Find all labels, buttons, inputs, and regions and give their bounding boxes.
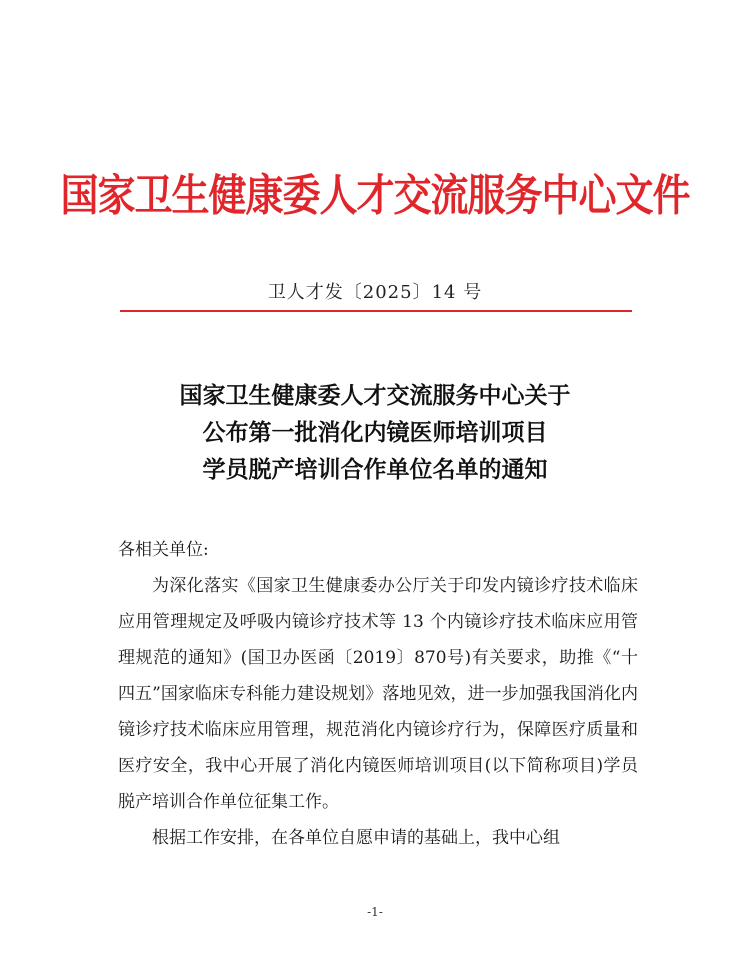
document-number: 卫人才发〔2025〕14 号 [267, 282, 483, 303]
notice-body [118, 532, 638, 856]
body-paragraph-2: 根据工作安排，在各单位自愿申请的基础上，我中心组 [152, 828, 560, 848]
salutation: 各相关单位: [118, 540, 209, 560]
red-divider-line [120, 310, 632, 312]
issuing-authority-header: 国家卫生健康委人才交流服务中心文件 [60, 170, 690, 221]
body-paragraph-1: 为深化落实《国家卫生健康委办公厅关于印发内镜诊疗技术临床应用管理规定及呼吸内镜诊疗技术等 13 个内镜诊疗技术临床应用管理规范的通知》(国卫办医函〔2019〕870号)有关要求，助推《“十四五”国家临床专科能力建设规划》落地见效，进一步加强我国消化内镜诊疗技术临床应用管理，规范消化内镜诊疗行为，保障医疗质量和医疗安全，我中心开展了消化内镜医师培训项目(以下简称项目)学员脱产培训合作单位征集工作。 [118, 576, 638, 812]
page-number: -1- [367, 905, 383, 919]
notice-title-line-3: 学员脱产培训合作单位名单的通知 [202, 457, 548, 483]
notice-title-line-2: 公布第一批消化内镜医师培训项目 [202, 420, 548, 446]
notice-title [0, 378, 750, 489]
notice-title-line-1: 国家卫生健康委人才交流服务中心关于 [179, 383, 571, 409]
